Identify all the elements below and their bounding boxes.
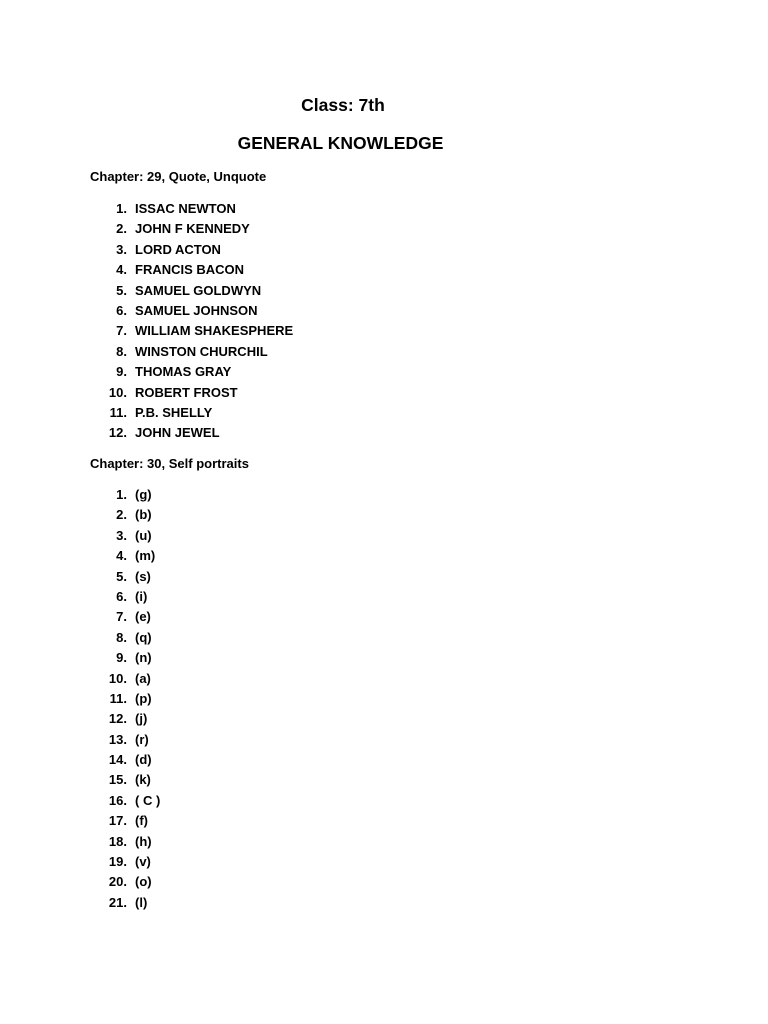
answer-text: (r)	[135, 731, 149, 747]
answer-number: 8.	[116, 629, 127, 645]
answer-text: (f)	[135, 813, 148, 829]
answer-number: 4.	[116, 548, 127, 564]
answer-text: (j)	[135, 711, 148, 727]
answer-number: 12.	[108, 711, 127, 727]
answer-text: (l)	[135, 894, 148, 910]
answer-number: 21.	[108, 894, 127, 910]
answer-number: 6.	[116, 588, 127, 604]
class-label: Class: 7th	[301, 95, 385, 115]
answer-number: 7.	[116, 609, 127, 625]
answer-text: WINSTON CHURCHIL	[135, 343, 268, 359]
answer-number: 8.	[116, 343, 127, 359]
answer-number: 1.	[116, 487, 127, 502]
answer-number: 1.	[116, 201, 127, 216]
answer-text: (b)	[135, 507, 152, 523]
answer-text: (p)	[135, 690, 152, 706]
answer-text: (k)	[135, 772, 151, 788]
subject-title: GENERAL KNOWLEDGE	[237, 133, 444, 153]
answer-text: (i)	[135, 588, 148, 604]
answer-text: (q)	[135, 629, 152, 645]
answer-number: 5.	[116, 568, 127, 584]
answer-number: 20.	[108, 874, 127, 890]
answer-text: (o)	[135, 874, 152, 890]
answer-number: 2.	[116, 221, 127, 237]
answer-text: (m)	[135, 548, 156, 564]
answer-text: (s)	[135, 568, 151, 584]
answer-text: ROBERT FROST	[135, 384, 238, 400]
answer-text: (n)	[135, 650, 152, 666]
answer-number: 10.	[108, 384, 127, 400]
answer-number: 10.	[108, 670, 127, 686]
answer-number: 6.	[116, 302, 127, 318]
answer-number: 4.	[116, 262, 127, 278]
answer-text: JOHN JEWEL	[135, 425, 220, 441]
answer-number: 17.	[108, 813, 127, 829]
answer-number: 5.	[116, 282, 127, 298]
answer-number: 3.	[116, 241, 127, 257]
answer-number: 3.	[116, 527, 127, 543]
answer-text: ( C )	[135, 792, 161, 808]
answer-number: 18.	[108, 833, 127, 849]
answer-number: 9.	[116, 650, 127, 666]
answer-number: 19.	[108, 854, 127, 870]
answer-text: (e)	[135, 609, 151, 625]
answer-number: 16.	[108, 792, 127, 808]
answer-text: (u)	[135, 527, 152, 543]
answer-text: SAMUEL JOHNSON	[135, 302, 258, 318]
answer-text: (g)	[135, 487, 152, 502]
answer-text: ISSAC NEWTON	[135, 201, 236, 216]
chapter-29-heading: Chapter: 29, Quote, Unquote	[90, 169, 267, 184]
answer-number: 13.	[108, 731, 127, 747]
answer-number: 12.	[108, 425, 127, 441]
answer-text: FRANCIS BACON	[135, 262, 245, 278]
answer-text: WILLIAM SHAKESPHERE	[135, 323, 294, 339]
answer-number: 7.	[116, 323, 127, 339]
answer-number: 11.	[109, 404, 127, 420]
answer-text: (v)	[135, 854, 151, 870]
answer-text: P.B. SHELLY	[135, 404, 213, 420]
answer-text: (a)	[135, 670, 151, 686]
answer-text: (d)	[135, 752, 152, 768]
answer-text: LORD ACTON	[135, 241, 221, 257]
answer-number: 15.	[108, 772, 127, 788]
answer-text: JOHN F KENNEDY	[135, 221, 250, 237]
answer-text: SAMUEL GOLDWYN	[135, 282, 262, 298]
answer-number: 2.	[116, 507, 127, 523]
answer-number: 11.	[109, 690, 127, 706]
answer-text: (h)	[135, 833, 152, 849]
chapter-30-heading: Chapter: 30, Self portraits	[90, 456, 249, 471]
answer-number: 9.	[116, 364, 127, 380]
answer-text: THOMAS GRAY	[135, 364, 232, 380]
answer-number: 14.	[108, 752, 127, 768]
